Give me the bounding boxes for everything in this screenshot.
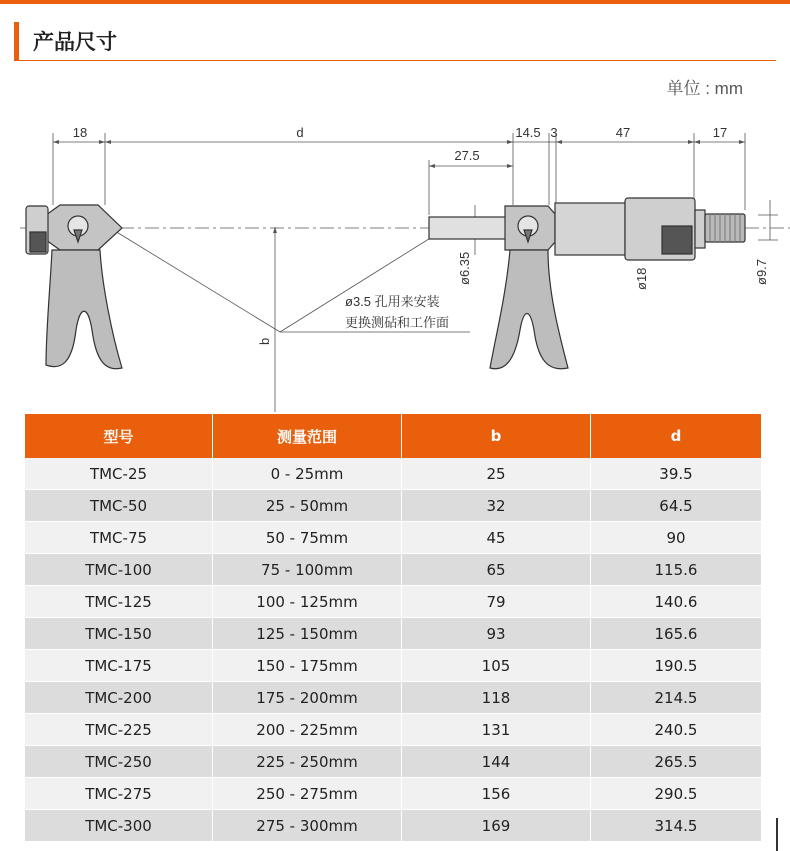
cell-d: 314.5 [591,810,762,842]
table-row [25,554,761,586]
cell-range: 75 - 100mm [213,554,402,586]
cell-d: 140.6 [591,586,762,618]
anvil-frame [26,205,122,369]
dim-gap: 14.5 [515,125,541,140]
section-title: 产品尺寸 [33,30,117,54]
cell-range: 250 - 275mm [213,778,402,810]
table-row [25,746,761,778]
cell-d: 265.5 [591,746,762,778]
cell-range: 275 - 300mm [213,810,402,842]
table-row [25,458,761,490]
micrometer-head [429,198,745,369]
cell-b: 156 [402,778,591,810]
cell-range: 175 - 200mm [213,682,402,714]
dim-spindle-dia: ø6.35 [457,251,472,285]
cell-model: TMC-100 [25,554,213,586]
cell-range: 125 - 150mm [213,618,402,650]
cell-b: 32 [402,490,591,522]
table-row [25,778,761,810]
cell-model: TMC-150 [25,618,213,650]
cell-b: 169 [402,810,591,842]
cell-model: TMC-225 [25,714,213,746]
header-model: 型号 [25,414,213,458]
header-d: d [591,414,762,458]
cell-model: TMC-275 [25,778,213,810]
cell-b: 105 [402,650,591,682]
cell-model: TMC-50 [25,490,213,522]
dim-span: d [296,125,304,140]
spec-table [25,414,761,842]
header-accent-bar [14,22,19,60]
dim-spindle: 27.5 [454,148,480,163]
dim-thimble: 17 [712,125,728,140]
table-row [25,714,761,746]
cell-b: 144 [402,746,591,778]
cell-b: 131 [402,714,591,746]
dim-left-width: 18 [72,125,88,140]
cell-d: 115.6 [591,554,762,586]
note-line-1: ø3.5 孔用来安装 [345,294,440,309]
dim-sleeve: 47 [615,125,631,140]
cell-range: 25 - 50mm [213,490,402,522]
cell-range: 150 - 175mm [213,650,402,682]
top-accent-rule [0,0,790,4]
table-row [25,490,761,522]
cell-range: 225 - 250mm [213,746,402,778]
cell-range: 100 - 125mm [213,586,402,618]
cell-model: TMC-75 [25,522,213,554]
cell-b: 65 [402,554,591,586]
dim-height: b [257,337,272,345]
cell-model: TMC-25 [25,458,213,490]
header-divider [14,60,776,61]
unit-label: 单位 : mm [666,79,743,98]
cell-b: 25 [402,458,591,490]
dim-ratchet-dia: ø9.7 [754,258,769,285]
cell-range: 0 - 25mm [213,458,402,490]
cell-b: 93 [402,618,591,650]
page-edge-mark [776,818,778,851]
cell-model: TMC-125 [25,586,213,618]
cell-d: 214.5 [591,682,762,714]
cell-d: 240.5 [591,714,762,746]
cell-d: 165.6 [591,618,762,650]
note-line-2: 更换测砧和工作面 [345,315,450,330]
table-row [25,650,761,682]
table-row [25,618,761,650]
cell-model: TMC-300 [25,810,213,842]
header-range: 测量范围 [213,414,402,458]
table-header-row [25,414,761,458]
cell-model: TMC-175 [25,650,213,682]
header-b: b [402,414,591,458]
table-row [25,810,761,842]
cell-b: 118 [402,682,591,714]
cell-b: 79 [402,586,591,618]
table-row [25,682,761,714]
cell-model: TMC-250 [25,746,213,778]
cell-d: 90 [591,522,762,554]
cell-range: 200 - 225mm [213,714,402,746]
table-row [25,522,761,554]
dim-sleeve-dia: ø18 [634,267,649,290]
table-row [25,586,761,618]
cell-model: TMC-200 [25,682,213,714]
cell-d: 39.5 [591,458,762,490]
cell-d: 190.5 [591,650,762,682]
micrometer-head-drawing [0,110,790,415]
dim-collar: 3 [550,125,558,140]
cell-d: 290.5 [591,778,762,810]
cell-b: 45 [402,522,591,554]
cell-d: 64.5 [591,490,762,522]
cell-range: 50 - 75mm [213,522,402,554]
